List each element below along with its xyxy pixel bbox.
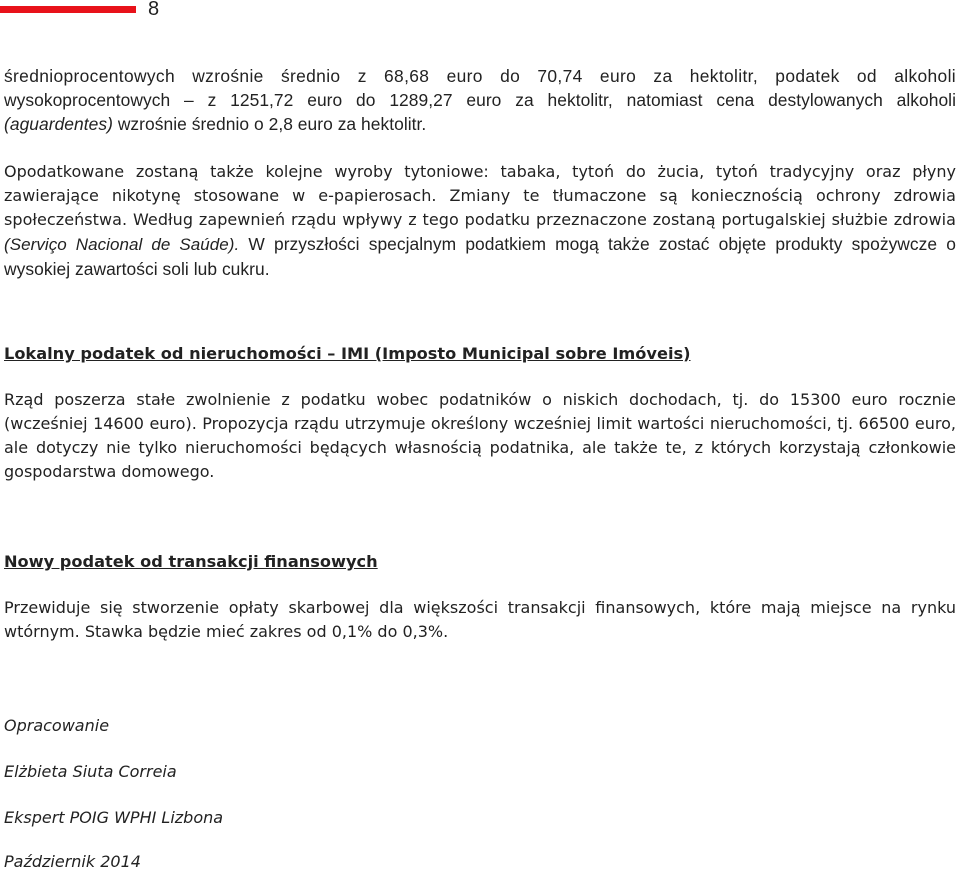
signature-block — [4, 714, 956, 874]
paragraph-text: Opodatkowane zostaną także kolejne wyroby tytoniowe: tabaka, tytoń do żucia, tytoń tradycyjny oraz płyny zawierające nikotynę stosowane w e-papierosach. — [4, 162, 956, 205]
document-body — [4, 64, 956, 874]
section-heading-financial-tax: Nowy podatek od transakcji finansowych — [4, 552, 378, 571]
paragraph-line: wysokoprocentowych – z 1251,72 euro do 1289,27 euro za hektolitr, natomiast cena destylowanych alkoholi — [4, 90, 956, 110]
page-header-accent-bar — [0, 6, 136, 13]
paragraph-property-tax: Rząd poszerza stałe zwolnienie z podatku wobec podatników o niskich dochodach, tj. do 15300 euro rocznie (wcześniej 14600 euro). Propozycja rządu utrzymuje określony wcześniej limit wartości nieruchomości, tj. 66500 euro, ale dotyczy nie tylko nieruchomości będących własnością podatnika, ale także te, z których korzystają członkowie gospodarstwa domowego. — [4, 390, 956, 481]
signature-author: Elżbieta Siuta Correia — [4, 762, 177, 781]
italic-term: (aguardentes) — [4, 114, 113, 134]
signature-date: Październik 2014 — [4, 852, 141, 871]
paragraph-text: wzrośnie średnio o 2,8 euro za hektolitr. — [112, 114, 427, 134]
paragraph-line — [4, 112, 956, 136]
italic-term: (Serviço Nacional de Saúde). — [4, 235, 240, 254]
paragraph-alcohol-tax — [4, 64, 956, 136]
paragraph-text: Zmiany te tłumaczone są koniecznością ochrony zdrowia społeczeństwa. Według zapewnień rządu wpływy z tego podatku przeznaczone zostaną portugalskiej służbie zdrowia — [4, 186, 957, 229]
signature-label: Opracowanie — [4, 716, 110, 735]
section-heading-property-tax: Lokalny podatek od nieruchomości – IMI (Imposto Municipal sobre Imóveis) — [4, 344, 691, 363]
paragraph-text: W przyszłości specjalnym podatkiem mogą także zostać objęte produkty spożywcze o wysokiej zawartości soli lub cukru. — [4, 234, 956, 279]
page-number: 8 — [148, 0, 160, 20]
paragraph-line: średnioprocentowych wzrośnie średnio z 68,68 euro do 70,74 euro za hektolitr, podatek od alkoholi — [4, 66, 956, 86]
paragraph-financial-tax: Przewiduje się stworzenie opłaty skarbowej dla większości transakcji finansowych, które mają miejsce na rynku wtórnym. Stawka będzie mieć zakres od 0,1% do 0,3%. — [4, 598, 956, 641]
paragraph-tobacco-tax — [4, 160, 956, 282]
signature-role: Ekspert POIG WPHI Lizbona — [4, 808, 224, 827]
